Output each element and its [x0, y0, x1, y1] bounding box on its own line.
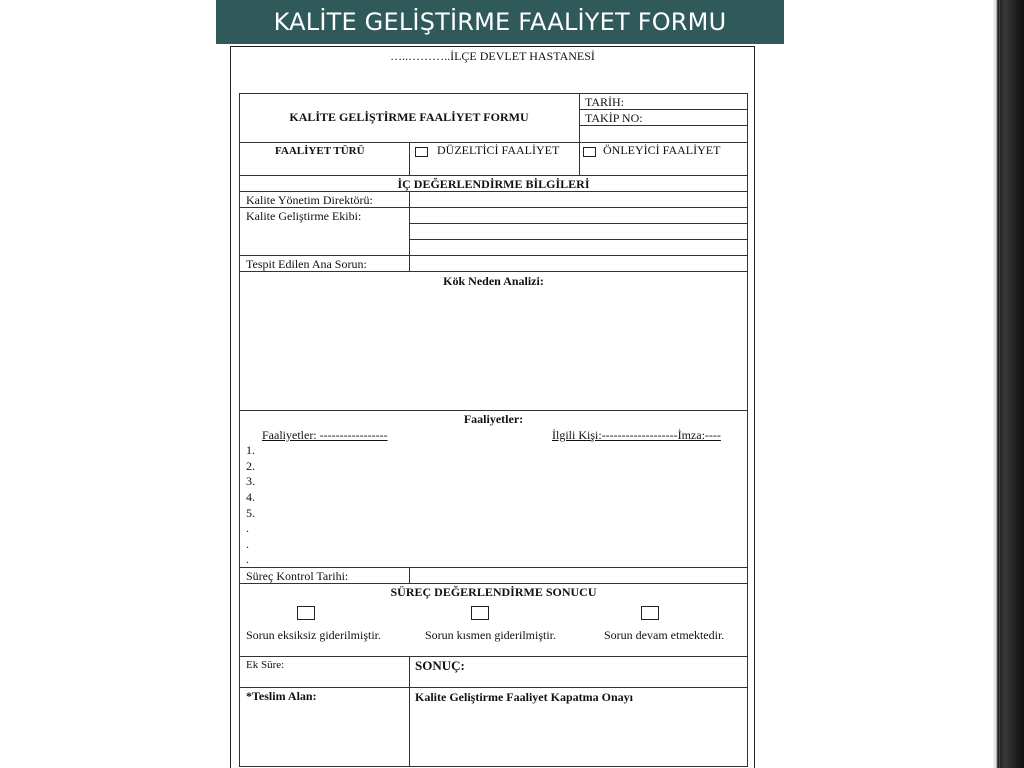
slide-title-banner — [216, 0, 784, 44]
rule — [579, 93, 580, 175]
slide-title: KALİTE GELİŞTİRME FAALİYET FORMU — [273, 8, 727, 36]
responsible-signature-label: İlgili Kişi:-------------------İmza:---- — [552, 428, 721, 442]
process-control-date-label: Süreç Kontrol Tarihi: — [246, 569, 349, 583]
activity-item: 5. — [246, 506, 255, 520]
rule — [409, 223, 748, 224]
rule — [239, 687, 748, 688]
rule — [409, 567, 410, 583]
corrective-checkbox[interactable] — [415, 147, 428, 157]
internal-eval-header: İÇ DEĞERLENDİRME BİLGİLERİ — [397, 177, 590, 191]
rule — [409, 239, 748, 240]
activities-column-label: Faaliyetler: ----------------- — [262, 428, 388, 442]
main-problem-label: Tespit Edilen Ana Sorun: — [246, 257, 367, 271]
corrective-label: DÜZELTİCİ FAALİYET — [437, 143, 560, 157]
rule — [239, 93, 240, 767]
rule — [239, 410, 748, 411]
activity-type-label: FAALİYET TÜRÜ — [275, 145, 365, 157]
activity-item: . — [246, 521, 249, 535]
activity-item: 2. — [246, 459, 255, 473]
rule — [409, 142, 410, 175]
rule — [239, 656, 748, 657]
outcome-ongoing-label: Sorun devam etmektedir. — [604, 628, 725, 642]
team-label: Kalite Geliştirme Ekibi: — [246, 209, 362, 223]
rule — [239, 583, 748, 584]
right-edge-decoration — [993, 0, 1024, 768]
director-label: Kalite Yönetim Direktörü: — [246, 193, 373, 207]
rule — [239, 207, 748, 208]
rule — [239, 766, 748, 767]
tracking-number-label: TAKİP NO: — [585, 111, 643, 125]
preventive-checkbox[interactable] — [583, 147, 596, 157]
rule — [239, 93, 748, 94]
form-title: KALİTE GELİŞTİRME FAALİYET FORMU — [289, 110, 529, 124]
root-cause-label: Kök Neden Analizi: — [443, 274, 544, 288]
rule — [239, 271, 748, 272]
date-label: TARİH: — [585, 95, 625, 109]
rule — [579, 125, 748, 126]
activity-item: 1. — [246, 443, 255, 457]
rule — [579, 109, 748, 110]
extra-time-label: Ek Süre: — [246, 659, 285, 671]
rule — [239, 175, 748, 176]
activity-item: . — [246, 552, 249, 566]
preventive-label: ÖNLEYİCİ FAALİYET — [603, 143, 721, 157]
outcome-partial-label: Sorun kısmen giderilmiştir. — [425, 628, 556, 642]
activity-item: 3. — [246, 474, 255, 488]
outcome-ongoing-checkbox[interactable] — [641, 606, 659, 620]
outcome-resolved-label: Sorun eksiksiz giderilmiştir. — [246, 628, 381, 642]
process-eval-header: SÜREÇ DEĞERLENDİRME SONUCU — [390, 585, 597, 599]
activities-header: Faaliyetler: — [463, 412, 524, 426]
outcome-resolved-checkbox[interactable] — [297, 606, 315, 620]
rule — [747, 93, 748, 767]
rule — [409, 656, 410, 767]
rule — [409, 191, 410, 271]
activity-item: . — [246, 537, 249, 551]
rule — [239, 191, 748, 192]
result-label: SONUÇ: — [415, 658, 465, 673]
received-by-label: *Teslim Alan: — [246, 689, 317, 703]
rule — [239, 567, 748, 568]
closing-approval-label: Kalite Geliştirme Faaliyet Kapatma Onayı — [415, 690, 633, 704]
activity-item: 4. — [246, 490, 255, 504]
outcome-partial-checkbox[interactable] — [471, 606, 489, 620]
rule — [239, 255, 748, 256]
hospital-name: …..………..İLÇE DEVLET HASTANESİ — [390, 49, 595, 63]
